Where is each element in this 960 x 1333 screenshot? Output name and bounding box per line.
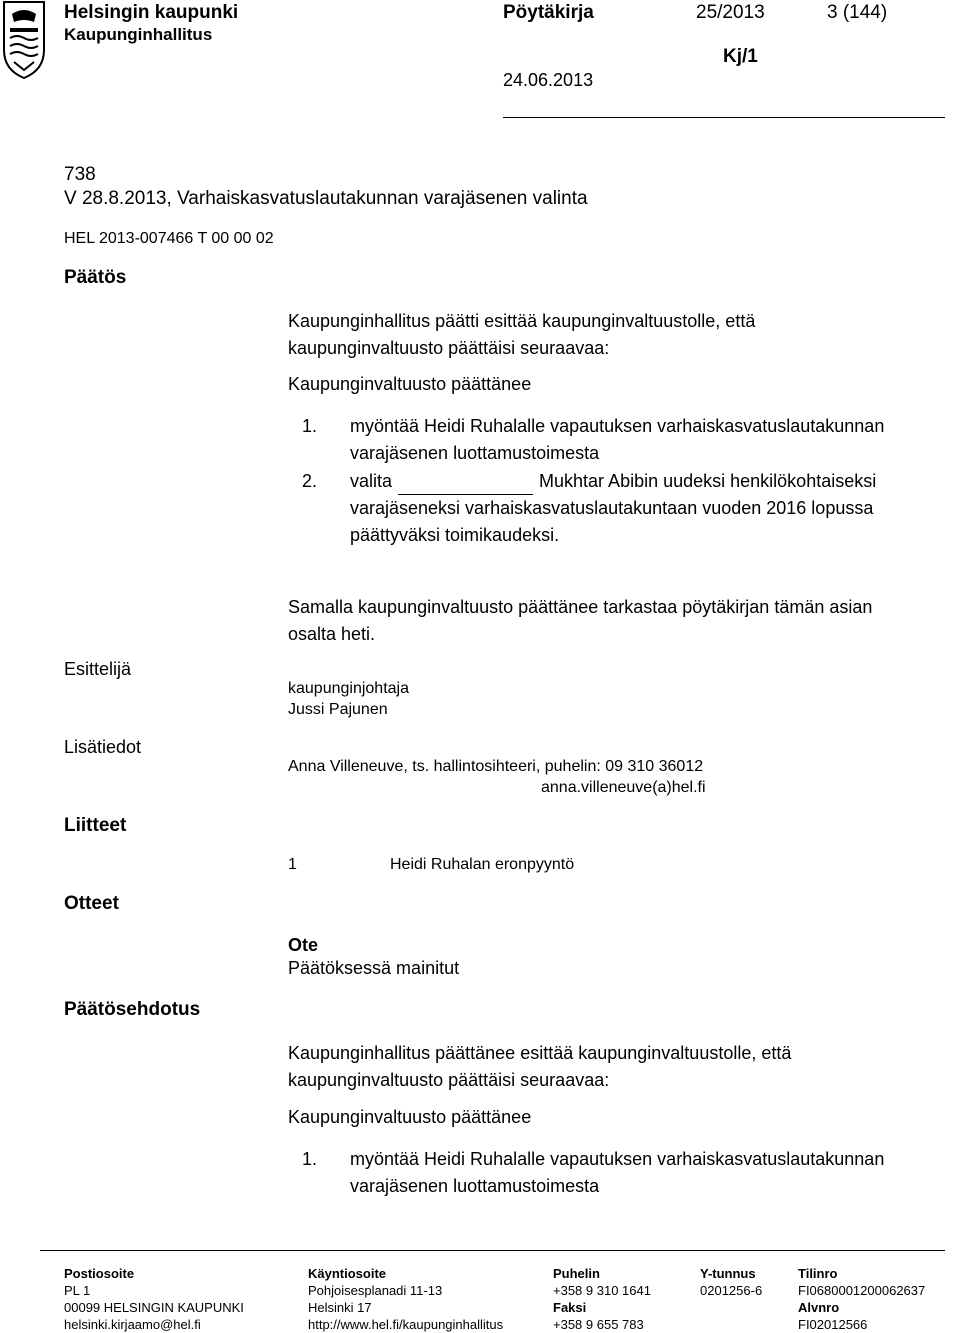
footer-rule [40,1250,945,1251]
footer-account-head: Tilinro [798,1266,838,1281]
footer-visit-line-1: Pohjoisesplanadi 11-13 [308,1283,443,1298]
decision-heading: Päätös [64,267,127,288]
footer-fax-head: Faksi [553,1300,587,1315]
info-email: anna.villeneuve(a)hel.fi [541,779,706,796]
proposal-label: Päätösehdotus [64,999,201,1020]
footer-col-phone [553,1265,651,1333]
extracts-column-header: Ote [288,935,319,955]
decision-item-2-num: 2. [302,471,318,491]
helsinki-crest-logo [0,0,48,80]
attachment-item-num: 1 [288,856,297,873]
decision-lead: Kaupunginvaltuusto päättänee [288,374,532,394]
decision-item-2-text: Mukhtar Abibin uudeksi henkilökohtaiseksi varajäseneksi varhaiskasvatuslautakuntaan vuoden 2016 lopussa päättyväksi toimikaudeksi. [350,471,877,545]
footer-visit-line-3[interactable]: http://www.hel.fi/kaupunginhallitus [308,1317,504,1332]
extracts-label: Otteet [64,893,119,914]
presenter-title: kaupunginjohtaja [288,680,409,697]
name-blank-line [398,476,533,495]
item-title: V 28.8.2013, Varhaiskasvatuslautakunnan varajäsenen valinta [64,188,588,209]
item-ref: HEL 2013-007466 T 00 00 02 [64,230,274,247]
header-doc-number: 25/2013 [696,2,765,23]
decision-item-2-prefix: valita [350,471,393,491]
footer-postal-head: Postiosoite [64,1266,135,1281]
header-doc-type: Pöytäkirja [503,2,594,23]
proposal-item-1-text: myöntää Heidi Ruhalalle vapautuksen varhaiskasvatuslautakunnan varajäsenen luottamustoimesta [350,1149,885,1196]
header-date: 24.06.2013 [503,70,594,90]
footer-fax-line-1: +358 9 655 783 [553,1317,644,1332]
decision-item-1 [288,413,928,467]
footer-col-visit [308,1265,503,1333]
presenter-label: Esittelijä [64,659,132,679]
footer-phone-head: Puhelin [553,1266,600,1281]
decision-item-2 [288,468,938,549]
decision-closing: Samalla kaupunginvaltuusto päättänee tarkastaa pöytäkirjan tämän asian osalta heti. [288,597,873,644]
footer-account-line-1: FI0680001200062637 [798,1283,926,1298]
footer-phone-line-1: +358 9 310 1641 [553,1283,651,1298]
decision-item-1-text: myöntää Heidi Ruhalalle vapautuksen varhaiskasvatuslautakunnan varajäsenen luottamustoimesta [350,416,885,463]
footer-col-business-id [700,1265,762,1299]
footer-vat-line-1: FI02012566 [798,1317,868,1332]
header-org: Helsingin kaupunki [64,2,239,23]
footer-visit-line-2: Helsinki 17 [308,1300,372,1315]
footer-business-id-line-1: 0201256-6 [700,1283,763,1298]
decision-intro: Kaupunginhallitus päätti esittää kaupunginvaltuustolle, että kaupunginvaltuusto päättäisi seuraavaa: [288,311,756,358]
decision-item-1-num: 1. [302,416,318,436]
footer-visit-head: Käyntiosoite [308,1266,387,1281]
proposal-intro: Kaupunginhallitus päättänee esittää kaupunginvaltuustolle, että kaupunginvaltuusto päättäisi seuraavaa: [288,1043,792,1090]
attachments-label: Liitteet [64,815,127,836]
footer-business-id-head: Y-tunnus [700,1266,756,1281]
proposal-lead: Kaupunginvaltuusto päättänee [288,1107,532,1127]
proposal-item-1 [288,1146,928,1200]
footer-postal-line-2: 00099 HELSINGIN KAUPUNKI [64,1300,244,1315]
proposal-item-1-num: 1. [302,1149,318,1169]
footer-col-postal [64,1265,244,1333]
header-rule [503,117,945,118]
header-page: 3 (144) [827,2,888,23]
header-section-code: Kj/1 [723,46,758,67]
info-label: Lisätiedot [64,737,142,757]
extracts-value: Päätöksessä mainitut [288,958,460,978]
footer-vat-head: Alvnro [798,1300,840,1315]
info-line: Anna Villeneuve, ts. hallintosihteeri, puhelin: 09 310 36012 [288,758,704,775]
header-body-name: Kaupunginhallitus [64,25,213,44]
presenter-name: Jussi Pajunen [288,701,388,718]
attachment-item-text: Heidi Ruhalan eronpyyntö [390,856,575,873]
footer-col-account [798,1265,925,1333]
item-number: 738 [64,164,96,185]
footer-postal-line-3[interactable]: helsinki.kirjaamo@hel.fi [64,1317,201,1332]
footer-postal-line-1: PL 1 [64,1283,91,1298]
